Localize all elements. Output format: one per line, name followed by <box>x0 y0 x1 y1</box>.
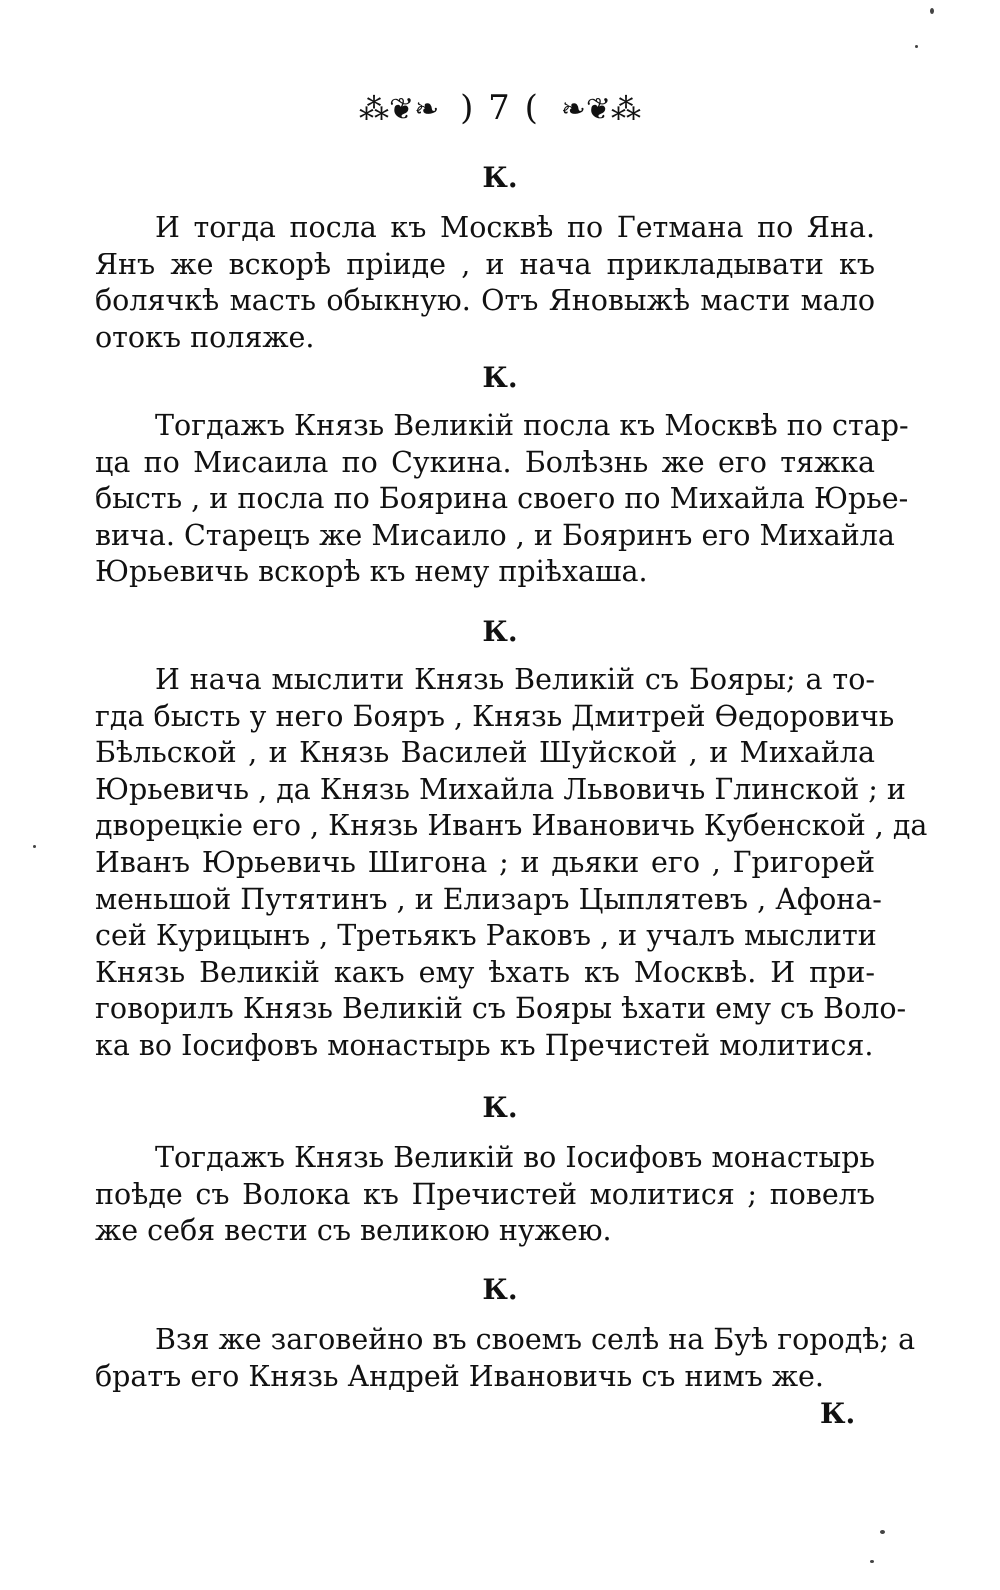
text-line: Взя же заговейно въ своемъ селѣ на Буѣ городѣ; а <box>155 1323 916 1356</box>
paragraph-4 <box>95 1140 875 1250</box>
text-line: дворецкіе его , Князь Иванъ Ивановичь Кубенской , да <box>95 809 928 843</box>
text-line: братъ его Князь Андрей Ивановичь съ нимъ же. <box>95 1359 824 1393</box>
text-line: бысть , и посла по Боярина своего по Михайла Юрье- <box>95 482 909 516</box>
print-speck <box>870 1560 874 1563</box>
print-speck <box>33 845 36 848</box>
text-line: вича. Старецъ же Мисаило , и Бояринъ его Михайла <box>95 518 895 552</box>
text-line: гда бысть у него Бояръ , Князь Дмитрей Ѳедоровичь <box>95 699 895 733</box>
paragraph-2 <box>95 408 909 591</box>
text-line: Иванъ Юрьевичь Шигона ; и дьяки его , Григорей <box>95 845 875 879</box>
text-line: поѣде съ Волока къ Пречистей молитися ; повелъ <box>95 1177 875 1211</box>
text-line: Юрьевичь вскорѣ къ нему пріѣхаша. <box>95 555 648 589</box>
section-marker: К. <box>482 615 518 648</box>
print-speck <box>880 1530 885 1534</box>
paragraph-5 <box>95 1322 916 1395</box>
text-line: отокъ поляже. <box>95 320 315 354</box>
text-line: Янъ же вскорѣ пріиде , и нача прикладывати къ <box>95 247 875 281</box>
text-line: сей Курицынъ , Третьякъ Раковъ , и учалъ мыслити <box>95 919 877 953</box>
text-line: же себя вести съ великою нужею. <box>95 1214 612 1248</box>
text-line: болячкѣ масть обыкную. Отъ Яновыжѣ масти мало <box>95 284 875 318</box>
text-line: меньшой Путятинъ , и Елизаръ Цыплятевъ , Афона- <box>95 882 882 916</box>
text-line: ца по Мисаила по Сукина. Болѣзнь же его тяжка <box>95 445 875 479</box>
text-line: Тогдажъ Князь Великій во Іосифовъ монастырь <box>155 1141 875 1174</box>
text-line: Тогдажъ Князь Великій посла къ Москвѣ по стар- <box>155 409 909 442</box>
section-marker: К. <box>482 361 518 394</box>
text-line: И нача мыслити Князь Великій съ Бояры; а то- <box>155 663 875 696</box>
print-speck <box>930 8 934 14</box>
ornament-left: ⁂❦❧ <box>359 92 440 127</box>
paragraph-3 <box>95 662 928 1065</box>
section-marker: К. <box>482 161 518 194</box>
ornament-right: ❧❦⁂ <box>560 92 641 127</box>
section-marker: К. <box>482 1273 518 1306</box>
catchword: К. <box>820 1397 856 1430</box>
text-line: И тогда посла къ Москвѣ по Гетмана по Яна. <box>155 211 875 244</box>
text-line: говорилъ Князь Великій съ Бояры ѣхати ему съ Воло- <box>95 992 907 1026</box>
page-number: ) 7 ( <box>460 88 540 128</box>
text-line: Бѣльской , и Князь Василей Шуйской , и Михайла <box>95 736 875 770</box>
text-line: Князь Великій какъ ему ѣхать къ Москвѣ. И при- <box>95 955 875 989</box>
text-line: ка во Іосифовъ монастырь къ Пречистей молитися. <box>95 1028 874 1062</box>
paragraph-1 <box>95 210 875 356</box>
section-marker: К. <box>482 1091 518 1124</box>
text-line: Юрьевичь , да Князь Михайла Львовичь Глинской ; и <box>95 772 906 806</box>
page-header <box>0 84 1000 134</box>
print-speck <box>915 45 918 48</box>
